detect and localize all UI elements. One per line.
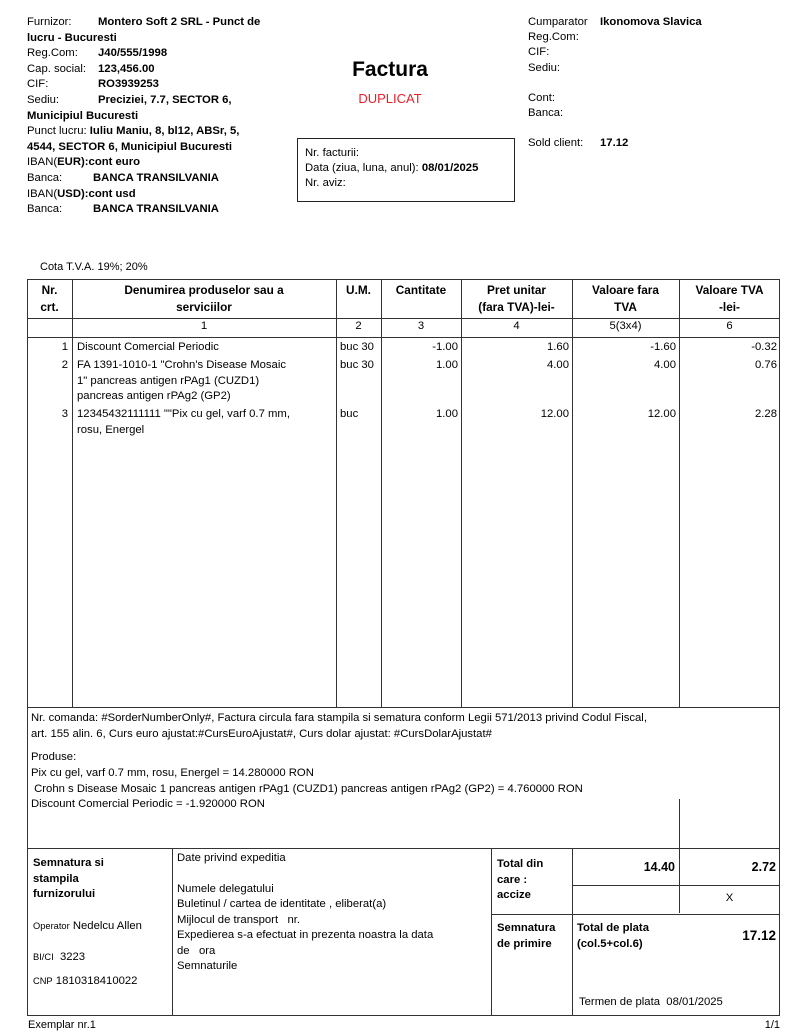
due-date: 08/01/2025	[666, 996, 723, 1008]
sediu-value-cont: Municipiul Bucuresti	[27, 109, 139, 122]
header-name: Denumirea produselor sau a serviciilor	[124, 283, 284, 314]
row-name: 12345432111111 ""Pix cu gel, varf 0.7 mm,	[77, 408, 290, 420]
sold-client-value: 17.12	[600, 137, 629, 150]
accize-vat: X	[725, 892, 734, 904]
row-value: 4.00	[654, 359, 676, 371]
row-value: -1.60	[650, 341, 676, 353]
order-note-cont: art. 155 alin. 6, Curs euro ajustat:#CursEuroAjustat#, Curs dolar ajustat: #CursDolarAjustat#	[31, 727, 492, 740]
iban-eur-currency: EUR	[57, 156, 81, 169]
bici-label: BI/CI	[33, 952, 54, 962]
row-vat: 0.76	[755, 359, 777, 371]
divider	[27, 337, 780, 338]
sediu-label: Sediu:	[27, 93, 60, 106]
header-nr: Nr. crt.	[40, 283, 59, 314]
copy-number: Exemplar nr.1	[28, 1019, 96, 1031]
header-unit-price: Pret unitar (fara TVA)-lei-	[478, 283, 555, 314]
order-note: Nr. comanda: #SorderNumberOnly#, Factura circula fara stampila si sematura conform Legii 571/2013 privind Codul Fiscal,	[31, 712, 647, 724]
buyer-label: Cumparator	[528, 16, 588, 28]
supplier-name: Montero Soft 2 SRL - Punct de	[98, 16, 261, 28]
bank1-label: Banca:	[27, 171, 63, 184]
aviz-number-label: Nr. aviz:	[305, 177, 346, 190]
supplier-name-cont: lucru - Bucuresti	[27, 31, 117, 44]
transport-label: Mijlocul de transport nr.	[177, 913, 301, 926]
row-value: 12.00	[647, 408, 676, 420]
total-vat: 2.72	[751, 860, 776, 874]
row-nr: 3	[61, 408, 68, 420]
divider	[172, 848, 173, 1016]
shipment-note-cont: de ora	[177, 944, 216, 957]
buyer-reg-com-label: Reg.Com:	[528, 31, 579, 44]
row-vat: -0.32	[751, 341, 777, 353]
iban-usd-label: IBAN(	[27, 187, 58, 200]
row-um: buc 30	[340, 341, 374, 353]
header-value: Valoare fara TVA	[592, 283, 659, 314]
invoice-date: 08/01/2025	[421, 162, 479, 175]
total-pay-label: Total de plata (col.5+col.6)	[577, 922, 649, 950]
row-qty: 1.00	[436, 408, 458, 420]
divider	[491, 848, 492, 1016]
copy-status: DUPLICAT	[358, 91, 422, 106]
supplier-signature-label: Semnatura si stampila furnizorului	[33, 857, 104, 900]
reg-com-value: J40/555/1998	[98, 47, 168, 60]
buyer-sediu-label: Sediu:	[528, 61, 561, 74]
header-qty: Cantitate	[395, 283, 447, 297]
row-name-cont: 1" pancreas antigen rPAg1 (CUZD1)	[77, 374, 260, 387]
sold-client-label: Sold client:	[528, 137, 584, 150]
iban-usd-value: cont usd	[88, 187, 136, 200]
iban-usd-sep: ):	[81, 187, 89, 200]
cif-value: RO3939253	[98, 78, 159, 91]
total-value: 14.40	[643, 860, 675, 874]
punct-lucru-value-cont: 4544, SECTOR 6, Municipiul Bucuresti	[27, 140, 233, 153]
row-vat: 2.28	[755, 408, 777, 420]
invoice-number-label: Nr. facturii:	[305, 147, 359, 159]
divider	[572, 885, 780, 886]
reg-com-label: Reg.Com:	[27, 47, 78, 60]
products-label: Produse:	[31, 751, 77, 763]
row-name: Discount Comercial Periodic	[77, 341, 219, 353]
invoice-info-box	[297, 138, 515, 202]
total-pay-value: 17.12	[742, 928, 776, 943]
supplier-block	[27, 15, 297, 218]
bank1-value: BANCA TRANSILVANIA	[93, 171, 219, 184]
cnp-value: 1810318410022	[55, 975, 138, 987]
bici-value: 3223	[59, 951, 86, 963]
buyer-bank-label: Banca:	[528, 107, 564, 120]
col-number: 6	[726, 320, 733, 332]
divider	[27, 707, 780, 708]
buyer-cif-label: CIF:	[528, 46, 550, 59]
sediu-value: Preciziei, 7.7, SECTOR 6,	[98, 93, 232, 106]
row-name: FA 1391-1010-1 "Crohn's Disease Mosaic	[77, 359, 286, 371]
buyer-name: Ikonomova Slavica	[600, 16, 702, 28]
expedition-block	[177, 851, 433, 975]
bank2-label: Banca:	[27, 203, 63, 216]
row-unit-price: 12.00	[540, 408, 569, 420]
row-name-cont: pancreas antigen rPAg2 (GP2)	[77, 390, 231, 402]
header-vat: Valoare TVA -lei-	[695, 283, 764, 314]
operator-label: Operator	[33, 921, 70, 931]
col-number: 1	[200, 320, 208, 332]
divider	[336, 279, 337, 708]
iban-eur-value: cont euro	[88, 156, 140, 169]
row-qty: -1.00	[432, 341, 458, 353]
row-unit-price: 4.00	[547, 359, 569, 371]
buyer-block	[528, 15, 788, 151]
divider	[72, 279, 73, 708]
iban-eur-sep: ):	[81, 156, 89, 169]
iban-eur-label: IBAN(	[27, 156, 58, 169]
divider	[491, 914, 780, 915]
divider	[27, 848, 780, 849]
col-number: 5(3x4)	[609, 320, 642, 332]
due-date-label: Termen de plata	[579, 996, 661, 1008]
cnp-info	[33, 975, 137, 987]
page-number: 1/1	[764, 1019, 780, 1031]
product-summary: Discount Comercial Periodic = -1.920000 RON	[31, 798, 265, 810]
product-summary: Crohn s Disease Mosaic 1 pancreas antigen rPAg1 (CUZD1) pancreas antigen rPAg2 (GP2) = 4.760000 RON	[31, 782, 583, 795]
row-name-cont: rosu, Energel	[77, 423, 145, 436]
delegate-label: Numele delegatului	[177, 882, 274, 895]
bank2-value: BANCA TRANSILVANIA	[93, 203, 219, 216]
invoice-date-label: Data (ziua, luna, anul):	[305, 162, 419, 175]
header-um: U.M.	[346, 283, 371, 297]
due-date-info	[579, 996, 723, 1008]
cif-label: CIF:	[27, 78, 49, 91]
vat-rates: Cota T.V.A. 19%; 20%	[40, 261, 148, 273]
iban-usd-currency: USD	[57, 187, 81, 200]
document-title: Factura	[352, 58, 428, 81]
divider	[27, 318, 780, 319]
row-nr: 2	[61, 359, 68, 371]
shipment-note: Expedierea s-a efectuat in prezenta noastra la data	[177, 929, 434, 941]
row-nr: 1	[61, 341, 68, 353]
cap-social-value: 123,456.00	[98, 62, 155, 75]
buyer-cont-label: Cont:	[528, 91, 556, 104]
id-card-label: Buletinul / cartea de identitate , eliberat(a)	[177, 898, 387, 910]
col-number: 4	[513, 320, 520, 332]
expedition-title: Date privind expeditia	[177, 852, 286, 864]
col-number: 3	[417, 320, 425, 332]
receipt-signature-label: Semnatura de primire	[497, 922, 556, 950]
cnp-label: CNP	[33, 976, 53, 986]
row-qty: 1.00	[436, 359, 458, 371]
row-um: buc	[340, 408, 359, 420]
signatures-label: Semnaturile	[177, 960, 238, 972]
total-label: Total din care : accize	[497, 858, 544, 901]
punct-lucru-value: Iuliu Maniu, 8, bl12, ABSr, 5,	[89, 125, 240, 138]
row-unit-price: 1.60	[547, 341, 569, 353]
supplier-label: Furnizor:	[27, 16, 72, 28]
operator-name: Nedelcu Allen	[72, 920, 142, 932]
bici-info	[33, 951, 85, 963]
operator-info	[33, 920, 142, 932]
col-number: 2	[355, 320, 362, 332]
row-um: buc 30	[340, 359, 374, 371]
cap-social-label: Cap. social:	[27, 62, 87, 75]
product-summary: Pix cu gel, varf 0.7 mm, rosu, Energel = 14.280000 RON	[31, 767, 314, 779]
punct-lucru-label: Punct lucru:	[27, 125, 87, 138]
